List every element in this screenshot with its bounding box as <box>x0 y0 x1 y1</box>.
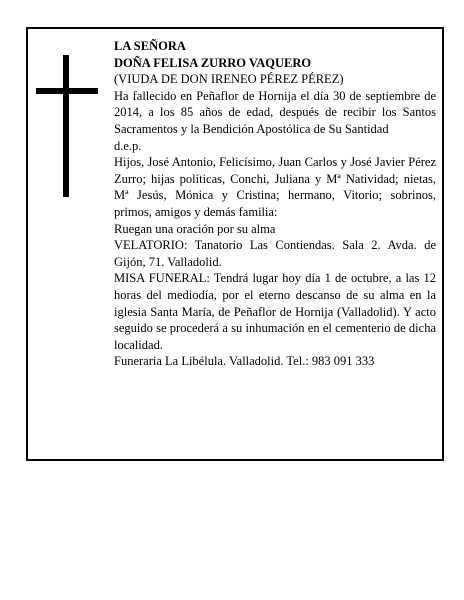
cross-vertical-bar <box>63 55 69 197</box>
cross-horizontal-bar <box>36 88 98 94</box>
honorific: LA SEÑORA <box>114 39 186 53</box>
obituary-text <box>114 38 436 370</box>
deceased-name: DOÑA FELISA ZURRO VAQUERO <box>114 55 312 70</box>
rip-abbreviation: d.e.p. <box>114 138 142 153</box>
cross-icon <box>36 55 98 197</box>
wake-info: VELATORIO: Tanatorio Las Contiendas. Sala 2. Avda. de Gijón, 71. Valladolid. <box>114 238 436 269</box>
death-announcement: Ha fallecido en Peñaflor de Hornija el día 30 de septiembre de 2014, a los 85 años de edad, después de recibir los Santos Sacramentos y la Bendición Apostólica de Su Santidad <box>114 88 436 136</box>
prayer-request: Ruegan una oración por su alma <box>114 221 276 236</box>
funeral-home: Funeraria La Libélula. Valladolid. Tel.: 983 091 333 <box>114 354 375 369</box>
widow-of: (VIUDA DE DON IRENEO PÉREZ PÉREZ) <box>114 72 344 87</box>
funeral-info: MISA FUNERAL: Tendrá lugar hoy día 1 de octubre, a las 12 horas del mediodía, por el eterno descanso de su alma en la iglesia Santa María, de Peñaflor de Hornija (Valladolid). Y acto seguido se procederá a su inhumación en el cementerio de dicha localidad. <box>114 271 436 352</box>
family-list: Hijos, José Antonio, Felicísimo, Juan Carlos y José Javier Pérez Zurro; hijas políticas, Conchi, Juliana y Mª Natividad; nietas, Mª Jesús, Mónica y Cristina; hermano, Vitorio; sobrinos, primos, amigos y demás familia: <box>114 155 436 219</box>
